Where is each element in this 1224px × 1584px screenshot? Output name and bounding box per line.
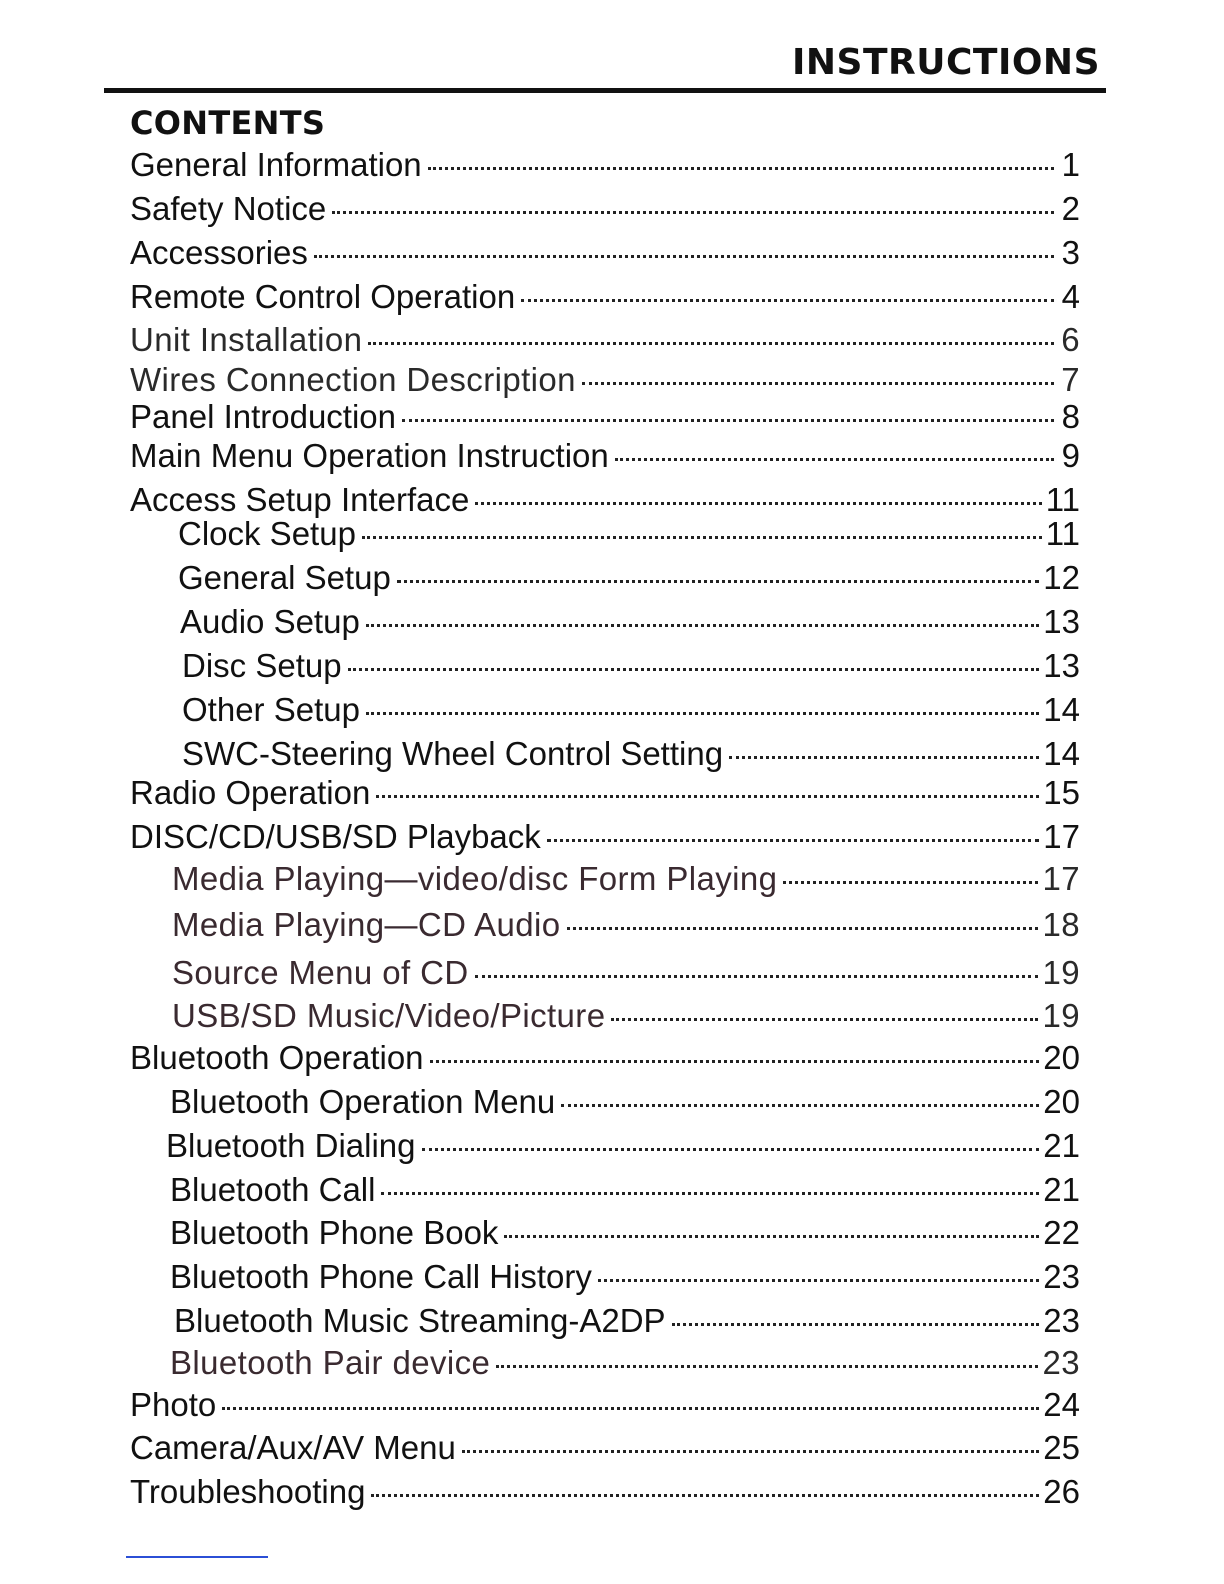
toc-entry-general-setup[interactable] bbox=[178, 559, 1080, 597]
toc-entry-photo[interactable] bbox=[130, 1386, 1080, 1424]
toc-entry-disc-cd-usb-sd-playback[interactable] bbox=[130, 818, 1080, 856]
toc-entry-label: Clock Setup bbox=[178, 515, 356, 552]
toc-entry-bluetooth-pair-device[interactable] bbox=[170, 1344, 1080, 1382]
toc-entry-page: 24 bbox=[1043, 1386, 1080, 1423]
toc-entry-label: Photo bbox=[130, 1386, 217, 1423]
toc-entry-source-menu-of-cd[interactable] bbox=[172, 954, 1080, 992]
toc-entry-usb-sd-music-video-picture[interactable] bbox=[172, 997, 1080, 1035]
toc-entry-page: 18 bbox=[1042, 906, 1080, 943]
toc-entry-page: 19 bbox=[1042, 997, 1080, 1034]
toc-entry-label: Audio Setup bbox=[180, 603, 360, 640]
toc-entry-wires-connection-description[interactable] bbox=[130, 361, 1080, 399]
toc-entry-page: 23 bbox=[1042, 1344, 1080, 1381]
toc-entry-label: Remote Control Operation bbox=[130, 278, 516, 315]
dot-leader bbox=[561, 1104, 1039, 1107]
toc-entry-bluetooth-call[interactable] bbox=[170, 1171, 1080, 1209]
dot-leader bbox=[672, 1323, 1040, 1326]
toc-entry-page: 21 bbox=[1043, 1171, 1080, 1208]
toc-entry-page: 14 bbox=[1043, 691, 1080, 728]
toc-entry-label: Access Setup Interface bbox=[130, 481, 470, 518]
dot-leader bbox=[366, 624, 1039, 627]
toc-entry-audio-setup[interactable] bbox=[180, 603, 1080, 641]
toc-entry-label: General Setup bbox=[178, 559, 391, 596]
toc-entry-bluetooth-music-streaming-a2dp[interactable] bbox=[174, 1302, 1080, 1340]
toc-entry-accessories[interactable] bbox=[130, 234, 1080, 272]
dot-leader bbox=[611, 1018, 1038, 1021]
toc-entry-page: 1 bbox=[1061, 146, 1080, 183]
toc-entry-label: Bluetooth Phone Call History bbox=[170, 1258, 592, 1295]
toc-entry-label: Wires Connection Description bbox=[130, 361, 576, 398]
toc-entry-page: 22 bbox=[1043, 1214, 1080, 1251]
toc-entry-media-playing-video-disc[interactable] bbox=[172, 860, 1080, 898]
toc-entry-bluetooth-phone-call-history[interactable] bbox=[170, 1258, 1080, 1296]
toc-entry-label: Other Setup bbox=[182, 691, 360, 728]
toc-entry-label: Unit Installation bbox=[130, 321, 363, 358]
toc-entry-label: Main Menu Operation Instruction bbox=[130, 437, 609, 474]
toc-entry-page: 26 bbox=[1043, 1473, 1080, 1510]
toc-entry-label: Accessories bbox=[130, 234, 308, 271]
toc-entry-label: Bluetooth Operation bbox=[130, 1039, 424, 1076]
toc-entry-page: 13 bbox=[1043, 603, 1080, 640]
dot-leader bbox=[475, 502, 1041, 505]
page-header-title: INSTRUCTIONS bbox=[792, 42, 1100, 83]
dot-leader bbox=[521, 299, 1054, 302]
dot-leader bbox=[430, 1060, 1040, 1063]
toc-entry-page: 14 bbox=[1043, 735, 1080, 772]
toc-entry-label: Media Playing—video/disc Form Playing bbox=[172, 860, 778, 897]
toc-entry-label: Bluetooth Operation Menu bbox=[170, 1083, 556, 1120]
contents-heading: CONTENTS bbox=[130, 104, 326, 142]
toc-entry-label: Camera/Aux/AV Menu bbox=[130, 1429, 456, 1466]
toc-entry-page: 8 bbox=[1061, 398, 1080, 435]
toc-entry-label: Disc Setup bbox=[182, 647, 342, 684]
dot-leader bbox=[397, 580, 1039, 583]
dot-leader bbox=[729, 756, 1039, 759]
dot-leader bbox=[783, 881, 1038, 884]
toc-entry-page: 17 bbox=[1043, 818, 1080, 855]
toc-entry-label: Panel Introduction bbox=[130, 398, 397, 435]
toc-entry-bluetooth-phone-book[interactable] bbox=[170, 1214, 1080, 1252]
toc-entry-swc-steering-wheel-control-setting[interactable] bbox=[182, 735, 1080, 773]
dot-leader bbox=[598, 1279, 1039, 1282]
toc-entry-remote-control-operation[interactable] bbox=[130, 278, 1080, 316]
toc-entry-unit-installation[interactable] bbox=[130, 321, 1080, 359]
toc-entry-page: 11 bbox=[1045, 515, 1080, 552]
dot-leader bbox=[582, 382, 1054, 385]
toc-entry-bluetooth-operation[interactable] bbox=[130, 1039, 1080, 1077]
toc-entry-radio-operation[interactable] bbox=[130, 774, 1080, 812]
toc-entry-page: 15 bbox=[1043, 774, 1080, 811]
toc-entry-label: Bluetooth Music Streaming-A2DP bbox=[174, 1302, 666, 1339]
toc-entry-page: 21 bbox=[1043, 1127, 1080, 1164]
dot-leader bbox=[422, 1148, 1040, 1151]
dot-leader bbox=[332, 211, 1054, 214]
toc-entry-page: 4 bbox=[1061, 278, 1080, 315]
dot-leader bbox=[381, 1192, 1039, 1195]
toc-entry-troubleshooting[interactable] bbox=[130, 1473, 1080, 1511]
toc-entry-general-information[interactable] bbox=[130, 146, 1080, 184]
toc-entry-label: Safety Notice bbox=[130, 190, 327, 227]
toc-entry-page: 23 bbox=[1043, 1302, 1080, 1339]
dot-leader bbox=[371, 1494, 1039, 1497]
toc-entry-page: 20 bbox=[1043, 1083, 1080, 1120]
toc-entry-clock-setup[interactable] bbox=[178, 515, 1080, 553]
dot-leader bbox=[314, 255, 1054, 258]
footer-link-underline bbox=[126, 1556, 268, 1558]
toc-entry-page: 25 bbox=[1043, 1429, 1080, 1466]
toc-entry-media-playing-cd-audio[interactable] bbox=[172, 906, 1080, 944]
toc-entry-page: 13 bbox=[1043, 647, 1080, 684]
toc-entry-label: USB/SD Music/Video/Picture bbox=[172, 997, 606, 1034]
dot-leader bbox=[496, 1365, 1038, 1368]
toc-entry-label: DISC/CD/USB/SD Playback bbox=[130, 818, 541, 855]
toc-entry-page: 19 bbox=[1042, 954, 1080, 991]
toc-entry-page: 3 bbox=[1061, 234, 1080, 271]
toc-entry-label: Bluetooth Dialing bbox=[166, 1127, 416, 1164]
toc-entry-label: Radio Operation bbox=[130, 774, 371, 811]
toc-entry-label: Troubleshooting bbox=[130, 1473, 366, 1510]
toc-entry-page: 20 bbox=[1043, 1039, 1080, 1076]
toc-entry-page: 12 bbox=[1043, 559, 1080, 596]
toc-entry-page: 2 bbox=[1061, 190, 1080, 227]
dot-leader bbox=[368, 342, 1054, 345]
toc-entry-label: Bluetooth Pair device bbox=[170, 1344, 491, 1381]
dot-leader bbox=[567, 927, 1039, 930]
toc-entry-label: Source Menu of CD bbox=[172, 954, 469, 991]
dot-leader bbox=[504, 1235, 1039, 1238]
toc-entry-label: Bluetooth Call bbox=[170, 1171, 376, 1208]
dot-leader bbox=[366, 712, 1039, 715]
dot-leader bbox=[362, 536, 1042, 539]
dot-leader bbox=[348, 668, 1040, 671]
toc-entry-label: Bluetooth Phone Book bbox=[170, 1214, 499, 1251]
dot-leader bbox=[222, 1407, 1039, 1410]
dot-leader bbox=[402, 419, 1054, 422]
toc-entry-page: 11 bbox=[1045, 481, 1080, 518]
toc-entry-page: 17 bbox=[1042, 860, 1080, 897]
toc-entry-page: 23 bbox=[1043, 1258, 1080, 1295]
toc-entry-label: Media Playing—CD Audio bbox=[172, 906, 561, 943]
toc-entry-disc-setup[interactable] bbox=[182, 647, 1080, 685]
toc-entry-page: 9 bbox=[1061, 437, 1080, 474]
toc-entry-page: 6 bbox=[1061, 321, 1080, 358]
toc-entry-bluetooth-operation-menu[interactable] bbox=[170, 1083, 1080, 1121]
toc-entry-label: SWC-Steering Wheel Control Setting bbox=[182, 735, 724, 772]
toc-entry-label: General Information bbox=[130, 146, 422, 183]
dot-leader bbox=[428, 167, 1054, 170]
dot-leader bbox=[376, 795, 1039, 798]
dot-leader bbox=[462, 1450, 1039, 1453]
toc-entry-bluetooth-dialing[interactable] bbox=[166, 1127, 1080, 1165]
dot-leader bbox=[475, 975, 1039, 978]
toc-entry-panel-introduction[interactable] bbox=[130, 398, 1080, 436]
toc-entry-main-menu-operation-instruction[interactable] bbox=[130, 437, 1080, 475]
dot-leader bbox=[615, 458, 1054, 461]
toc-entry-access-setup-interface[interactable] bbox=[130, 481, 1080, 519]
dot-leader bbox=[547, 839, 1040, 842]
toc-entry-camera-aux-av-menu[interactable] bbox=[130, 1429, 1080, 1467]
toc-entry-page: 7 bbox=[1061, 361, 1080, 398]
toc-entry-safety-notice[interactable] bbox=[130, 190, 1080, 228]
toc-entry-other-setup[interactable] bbox=[182, 691, 1080, 729]
